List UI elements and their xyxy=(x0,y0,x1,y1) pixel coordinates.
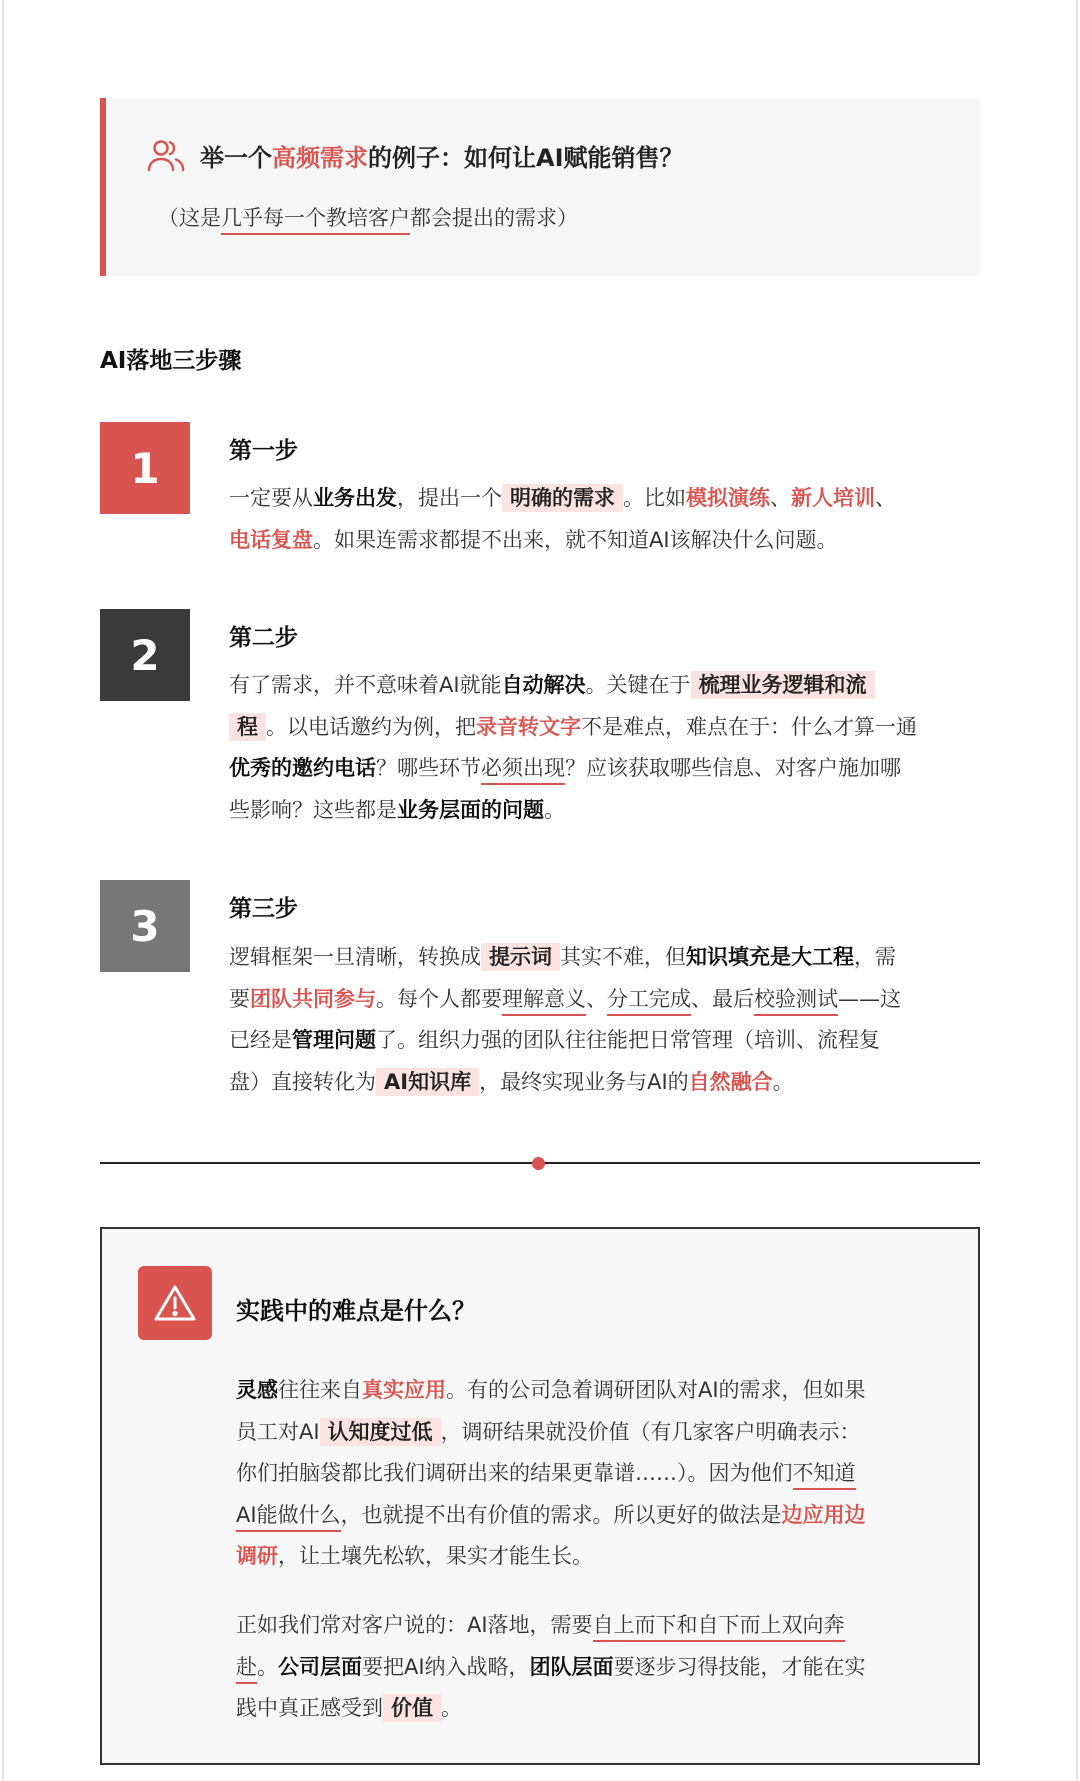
warning-icon xyxy=(153,1283,197,1323)
intro-callout xyxy=(100,98,980,276)
step-2-number: 2 xyxy=(100,609,190,701)
step-2-text: 有了需求，并不意味着AI就能自动解决。关键在于 梳理业务逻辑和流 程 。以电话邀约为例，把录音转文字不是难点，难点在于：什么才算一通 优秀的邀约电话？哪些环节必须出现？应该获取哪些信息、对客户施加哪 些影响？这些都是业务层面的问题。 xyxy=(229,673,917,822)
users-icon xyxy=(146,136,186,176)
step-3-title: 第三步 xyxy=(229,896,298,922)
callout-note: （这是几乎每一个教培客户都会提出的需求） xyxy=(158,202,578,232)
divider-dot xyxy=(532,1157,545,1170)
warning-tile xyxy=(138,1266,212,1340)
step-2-title: 第二步 xyxy=(229,625,298,651)
box-title: 实践中的难点是什么？ xyxy=(236,1297,476,1325)
step-1-title: 第一步 xyxy=(229,438,298,464)
step-3-text: 逻辑框架一旦清晰，转换成 提示词 其实不难，但知识填充是大工程，需 要团队共同参与。每个人都要理解意义、分工完成、最后校验测试——这 已经是管理问题了。组织力强的团队往往能把日常管理（培训、流程复 盘）直接转化为 AI知识库 ，最终实现业务与AI的自然融合。 xyxy=(229,945,901,1094)
step-1-number: 1 xyxy=(100,422,190,514)
difficulty-box xyxy=(100,1227,980,1765)
step-3-number: 3 xyxy=(100,880,190,972)
step-1-text: 一定要从业务出发，提出一个 明确的需求 。比如模拟演练、新人培训、 电话复盘。如果连需求都提不出来，就不知道AI该解决什么问题。 xyxy=(229,486,896,552)
page-edge-right xyxy=(1076,0,1078,1781)
box-paragraph-2: 正如我们常对客户说的：AI落地，需要自上而下和自下而上双向奔 赴。公司层面要把AI纳入战略，团队层面要逐步习得技能，才能在实 践中真正感受到 价值 。 xyxy=(236,1613,866,1720)
page-edge-left xyxy=(2,0,4,1781)
callout-title: 举一个高频需求的例子：如何让AI赋能销售？ xyxy=(200,144,684,172)
box-paragraph-1: 灵感往往来自真实应用。有的公司急着调研团队对AI的需求，但如果 员工对AI 认知度过低 ，调研结果就没价值（有几家客户明确表示： 你们拍脑袋都比我们调研出来的结果更靠谱……）。因为他们不知道 AI能做什么，也就提不出有价值的需求。所以更好的做法是边应用边 调研，让土壤先松软，果实才能生长。 xyxy=(236,1378,866,1568)
section-title: AI落地三步骤 xyxy=(100,348,242,374)
